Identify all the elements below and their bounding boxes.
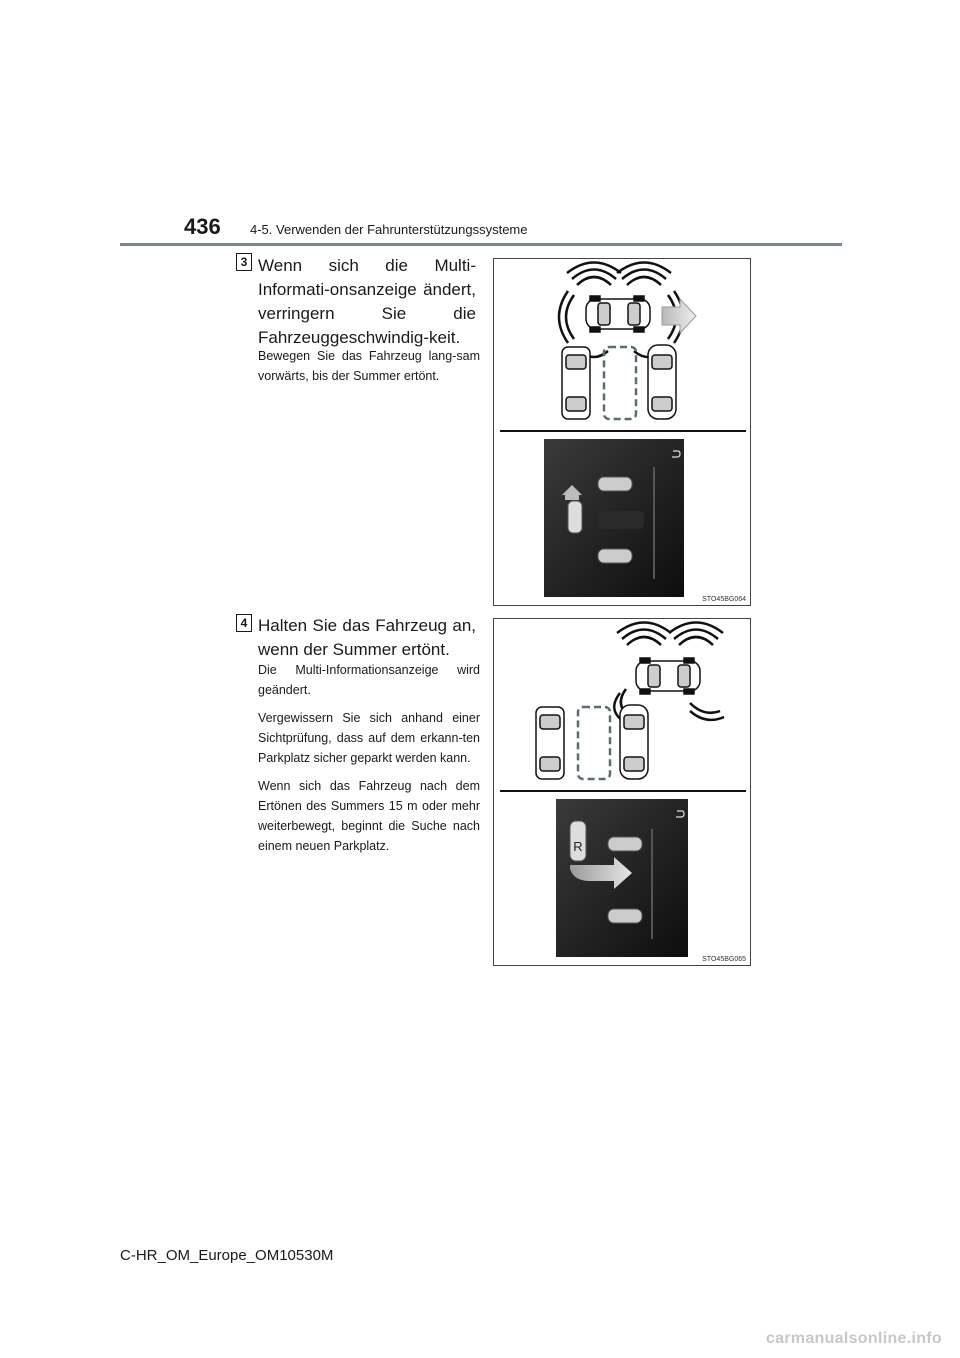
parked-car-right <box>620 705 648 779</box>
header-rule <box>120 243 842 246</box>
step-3-body <box>258 346 480 394</box>
parked-car-left <box>562 347 590 419</box>
stopped-car <box>636 658 700 694</box>
parked-car-right <box>648 345 676 419</box>
step-3-badge: 3 <box>236 253 252 271</box>
step-3-paragraph: Bewegen Sie das Fahrzeug lang-sam vorwärts, bis der Summer ertönt. <box>258 349 480 383</box>
page-number: 436 <box>184 214 221 239</box>
parked-car-left <box>536 707 564 779</box>
footer-doc-id: C-HR_OM_Europe_OM10530M <box>120 1247 334 1264</box>
step-4-heading: Halten Sie das Fahrzeug an, wenn der Summer ertönt. <box>258 616 476 659</box>
figure-code-2: STO45BG065 <box>702 956 746 963</box>
parking-space <box>604 347 636 419</box>
step-4-paragraph-3: Wenn sich das Fahrzeug nach dem Ertönen des Summers 15 m oder mehr weiterbewegt, beginnt die Suche nach einem neuen Parkplatz. <box>258 779 480 853</box>
parking-space <box>578 707 610 779</box>
figure-step-4 <box>493 618 751 966</box>
step-3-heading: Wenn sich die Multi-Informati-onsanzeige ändert, verringern Sie die Fahrzeuggeschwindig-keit. <box>258 256 476 347</box>
step-4-body <box>258 660 480 864</box>
gear-indicator: R <box>573 839 583 854</box>
step-4-paragraph-2: Vergewissern Sie sich anhand einer Sichtprüfung, dass auf dem erkann-ten Parkplatz sicher geparkt werden kann. <box>258 711 480 765</box>
section-title: 4-5. Verwenden der Fahrunterstützungssysteme <box>250 222 528 237</box>
moving-car <box>586 296 650 332</box>
forward-arrow-icon <box>662 299 696 333</box>
figure-step-3 <box>493 258 751 606</box>
figure-code-1: STO45BG064 <box>702 596 746 603</box>
watermark: carmanualsonline.info <box>765 1330 942 1347</box>
step-4-paragraph-1: Die Multi-Informationsanzeige wird geändert. <box>258 663 480 697</box>
multi-info-display <box>556 799 688 957</box>
multi-info-display <box>544 439 684 597</box>
step-4-badge: 4 <box>236 614 252 632</box>
